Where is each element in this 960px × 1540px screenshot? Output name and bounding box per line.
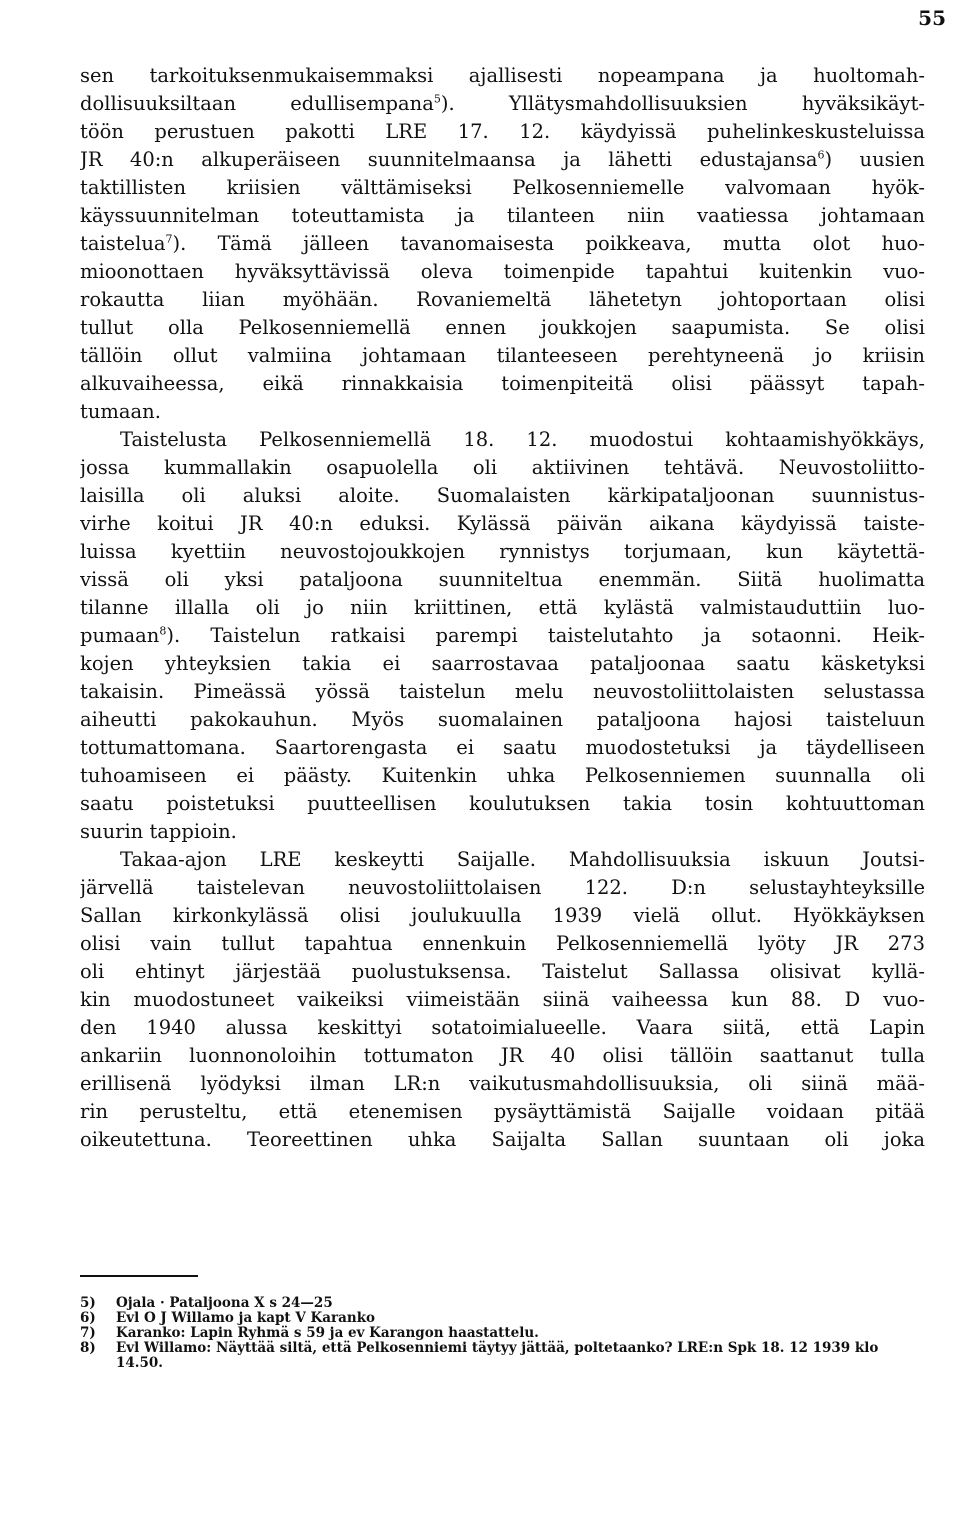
- text-line: tällöin ollut valmiina johtamaan tilanteeseen perehtyneenä jo kriisin: [80, 344, 925, 367]
- text-line: järvellä taistelevan neuvostoliittolaisen 122. D:n selustayhteyksille: [80, 876, 925, 899]
- text-line: töön perustuen pakotti LRE 17. 12. käydyissä puhelinkeskusteluissa: [80, 120, 925, 143]
- footnote: [80, 1326, 925, 1341]
- text-line: Takaa-ajon LRE keskeytti Saijalle. Mahdollisuuksia iskuun Joutsi-: [120, 848, 925, 871]
- text-line: taktillisten kriisien välttämiseksi Pelkosenniemelle valvomaan hyök-: [80, 176, 925, 199]
- footnote-marker: 8): [80, 1340, 96, 1356]
- text-line: alkuvaiheessa, eikä rinnakkaisia toimenpiteitä olisi päässyt tapah-: [80, 372, 925, 395]
- text-line: virhe koitui JR 40:n eduksi. Kylässä päivän aikana käydyissä taiste-: [80, 512, 925, 535]
- text-line: oikeutettuna. Teoreettinen uhka Saijalta Sallan suuntaan oli joka: [80, 1128, 925, 1151]
- text-line: suurin tappioin.: [80, 820, 237, 843]
- text-line: Sallan kirkonkylässä olisi joulukuulla 1939 vielä ollut. Hyökkäyksen: [80, 904, 925, 927]
- footnote-marker: 6): [80, 1310, 96, 1326]
- text-line: tilanne illalla oli jo niin kriittinen, että kylästä valmistauduttiin luo-: [80, 596, 925, 619]
- footnote-ref: 7: [165, 232, 173, 246]
- text-line: erillisenä lyödyksi ilman LR:n vaikutusmahdollisuuksia, oli siinä mää-: [80, 1072, 925, 1095]
- text-line: vissä oli yksi pataljoona suunniteltua enemmän. Siitä huolimatta: [80, 568, 925, 591]
- footnote-marker: 5): [80, 1295, 96, 1311]
- footnote-text: Evl Willamo: Näyttää siltä, että Pelkosenniemi täytyy jättää, poltetaanko? LRE:n Spk 18. 12 1939 klo 14.50.: [116, 1340, 879, 1371]
- text-line: aiheutti pakokauhun. Myös suomalainen pataljoona hajosi taisteluun: [80, 708, 925, 731]
- text-line: laisilla oli aluksi aloite. Suomalaisten kärkipataljoonan suunnistus-: [80, 484, 925, 507]
- text-line: olisi vain tullut tapahtua ennenkuin Pelkosenniemellä lyöty JR 273: [80, 932, 925, 955]
- footnote-marker: 7): [80, 1325, 96, 1341]
- footnote: [80, 1311, 925, 1326]
- text-line: sen tarkoituksenmukaisemmaksi ajallisesti nopeampana ja huoltomah-: [80, 64, 925, 87]
- footnote-text: Ojala · Pataljoona X s 24—25: [116, 1295, 333, 1311]
- text-line: tottumattomana. Saartorengasta ei saatu muodostetuksi ja täydelliseen: [80, 736, 925, 759]
- text-line: oli ehtinyt järjestää puolustuksensa. Taistelut Sallassa olisivat kyllä-: [80, 960, 925, 983]
- footnote-ref: 5: [433, 92, 441, 106]
- footnote: [80, 1341, 925, 1371]
- text-line: taistelua$^7$). Tämä jälleen tavanomaisesta poikkeava, mutta olot huo-: [80, 232, 925, 255]
- text-line: kin muodostuneet vaikeiksi viimeistään siinä vaiheessa kun 88. D vuo-: [80, 988, 925, 1011]
- text-line: takaisin. Pimeässä yössä taistelun melu neuvostoliittolaisten selustassa: [80, 680, 925, 703]
- text-line: tuhoamiseen ei päästy. Kuitenkin uhka Pelkosenniemen suunnalla oli: [80, 764, 925, 787]
- footnote-ref: 8: [159, 624, 167, 638]
- footnote-ref: 6: [817, 148, 825, 162]
- text-line: tumaan.: [80, 400, 161, 423]
- text-line: tullut olla Pelkosenniemellä ennen joukkojen saapumista. Se olisi: [80, 316, 925, 339]
- text-line: käyssuunnitelman toteuttamista ja tilanteen niin vaatiessa johtamaan: [80, 204, 925, 227]
- body-text: [80, 62, 925, 1154]
- text-line: Taistelusta Pelkosenniemellä 18. 12. muodostui kohtaamishyökkäys,: [120, 428, 925, 451]
- text-line: jossa kummallakin osapuolella oli aktiivinen tehtävä. Neuvostoliitto-: [80, 456, 925, 479]
- text-line: pumaan$^8$). Taistelun ratkaisi parempi taistelutahto ja sotaonni. Heik-: [80, 624, 925, 647]
- footnote-divider: [80, 1275, 198, 1277]
- text-line: JR 40:n alkuperäiseen suunnitelmaansa ja lähetti edustajansa$^6$) uusien: [80, 148, 925, 171]
- footnote-text: Evl O J Willamo ja kapt V Karanko: [116, 1310, 376, 1326]
- footnotes: [80, 1296, 925, 1371]
- text-line: rin perusteltu, että etenemisen pysäyttämistä Saijalle voidaan pitää: [80, 1100, 925, 1123]
- text-line: mioonottaen hyväksyttävissä oleva toimenpide tapahtui kuitenkin vuo-: [80, 260, 925, 283]
- text-line: den 1940 alussa keskittyi sotatoimialueelle. Vaara siitä, että Lapin: [80, 1016, 925, 1039]
- page-number: 55: [918, 6, 946, 30]
- text-line: rokautta liian myöhään. Rovaniemeltä lähetetyn johtoportaan olisi: [80, 288, 925, 311]
- text-line: dollisuuksiltaan edullisempana$^5$). Yllätysmahdollisuuksien hyväksikäyt-: [80, 92, 925, 115]
- text-line: ankariin luonnonoloihin tottumaton JR 40 olisi tällöin saattanut tulla: [80, 1044, 925, 1067]
- text-line: kojen yhteyksien takia ei saarrostavaa pataljoonaa saatu käsketyksi: [80, 652, 925, 675]
- footnote-text: Karanko: Lapin Ryhmä s 59 ja ev Karangon haastattelu.: [116, 1325, 539, 1341]
- text-line: saatu poistetuksi puutteellisen koulutuksen takia tosin kohtuuttoman: [80, 792, 925, 815]
- text-line: luissa kyettiin neuvostojoukkojen rynnistys torjumaan, kun käytettä-: [80, 540, 925, 563]
- footnote: [80, 1296, 925, 1311]
